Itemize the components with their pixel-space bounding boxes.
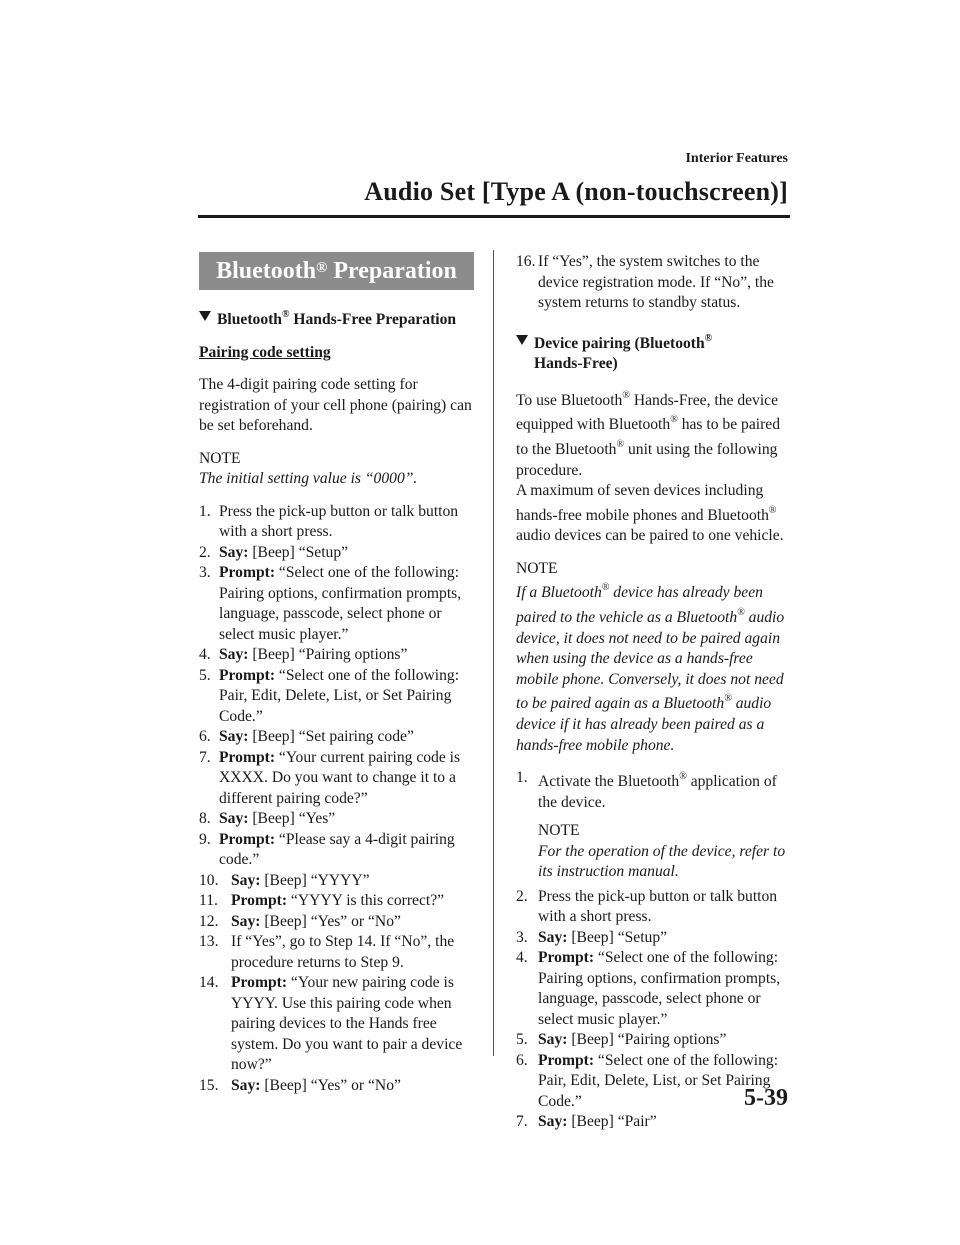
step-text: “Select one of the following: Pair, Edit, Delete, List, or Set Pairing Code.”: [538, 1051, 779, 1110]
intro-paragraph: The 4-digit pairing code setting for registration of your cell phone (pairing) can be set beforehand.: [199, 376, 472, 435]
step-keyword: Say:: [538, 928, 568, 946]
list-item: [199, 871, 474, 892]
step-number: 8.: [199, 810, 211, 828]
list-item: [199, 563, 474, 645]
note-label: NOTE: [538, 822, 580, 840]
left-steps-list: [199, 502, 474, 1097]
list-item: [199, 891, 474, 912]
step-number: 13.: [199, 933, 219, 951]
step-text: [Beep] “Pair”: [567, 1113, 657, 1131]
step-text: “Select one of the following: Pairing options, confirmation prompts, language, passcode, select phone or select music player.”: [219, 564, 462, 643]
step-text: [Beep] “Setup”: [567, 928, 668, 946]
step1-note: [538, 821, 792, 883]
step-number: 4.: [516, 949, 528, 967]
note-text: The initial setting value is “0000”.: [199, 470, 418, 488]
right-column: [516, 252, 792, 1133]
list-item: [199, 912, 474, 933]
step-keyword: Prompt:: [538, 949, 595, 967]
step-number: 2.: [199, 543, 211, 561]
note-label: NOTE: [199, 449, 241, 467]
step-text: “YYYY is this correct?”: [287, 892, 445, 910]
page-title: Audio Set [Type A (non-touchscreen)]: [364, 177, 788, 206]
list-item: [199, 645, 474, 666]
triangle-bullet-icon: [516, 335, 528, 345]
step-number: 7.: [199, 748, 211, 766]
left-column: [199, 252, 474, 1096]
step-text: [Beep] “Pairing options”: [248, 646, 408, 664]
step-text: Press the pick-up button or talk button with a short press.: [219, 502, 459, 541]
step-keyword: Prompt:: [219, 830, 276, 848]
list-item: [516, 1030, 792, 1051]
list-item: [516, 928, 792, 949]
step-number: 11.: [199, 892, 218, 910]
step-keyword: Say:: [231, 1076, 261, 1094]
triangle-bullet-icon: [199, 311, 211, 321]
step-text: “Your current pairing code is XXXX. Do you want to change it to a different pairing code?”: [219, 748, 461, 807]
step-number: 2.: [516, 887, 528, 905]
step-keyword: Say:: [219, 810, 249, 828]
step-text: [Beep] “Yes” or “No”: [260, 912, 401, 930]
list-item: [199, 1076, 474, 1097]
step-keyword: Say:: [219, 646, 249, 664]
step-number: 1.: [199, 502, 211, 520]
step-text: “Please say a 4-digit pairing code.”: [219, 830, 455, 869]
subhead-device-pairing: Device pairing (Bluetooth® Hands-Free): [516, 330, 792, 375]
step-number: 7.: [516, 1113, 528, 1131]
step-text: [Beep] “Yes” or “No”: [260, 1076, 401, 1094]
note-text: For the operation of the device, refer to its instruction manual.: [538, 842, 786, 881]
step-text: If “Yes”, go to Step 14. If “No”, the procedure returns to Step 9.: [231, 933, 455, 971]
step-number: 4.: [199, 646, 211, 664]
minor-head-pairing-code: Pairing code setting: [199, 343, 331, 361]
step-keyword: Prompt:: [231, 974, 288, 992]
step-keyword: Prompt:: [219, 564, 276, 582]
step-keyword: Prompt:: [219, 666, 276, 684]
list-item: [199, 830, 474, 871]
step-keyword: Prompt:: [219, 748, 276, 766]
page-number: 5-39: [744, 1085, 788, 1111]
step-text: “Select one of the following: Pair, Edit, Delete, List, or Set Pairing Code.”: [219, 666, 460, 725]
list-item: [199, 809, 474, 830]
step-keyword: Say:: [231, 871, 261, 889]
step-text: [Beep] “Set pairing code”: [248, 728, 414, 746]
list-item: 1. Activate the Bluetooth® application of the device. NOTE For the operation of the device, refer to its instruction manual.: [516, 768, 792, 883]
right-steps-list: [516, 768, 792, 883]
right-step16-list: [516, 252, 792, 314]
step-number: 3.: [199, 564, 211, 582]
list-item: [199, 727, 474, 748]
note-text: If a Bluetooth® device has already been paired to the vehicle as a Bluetooth® audio device, it does not need to be paired again when using the device as a hands-free mobile phone. Conversely, it does not need to be paired again as a Bluetooth® audio device if it has already been paired as a hands-free mobile phone.: [516, 582, 785, 754]
list-item: 16. If “Yes”, the system switches to the device registration mode. If “No”, the system returns to standby status.: [516, 253, 774, 311]
list-item: [516, 948, 792, 1030]
step-keyword: Prompt:: [538, 1051, 595, 1069]
list-item: [199, 748, 474, 810]
list-item: [199, 932, 474, 973]
step-text: [Beep] “Yes”: [248, 810, 336, 828]
step-keyword: Say:: [231, 912, 261, 930]
step-number: 5.: [199, 666, 211, 684]
list-item: [199, 502, 474, 543]
step-number: 15.: [199, 1076, 219, 1094]
step-text: “Select one of the following: Pairing options, confirmation prompts, language, passcode, select phone or select music player.”: [538, 949, 781, 1028]
step-number: 9.: [199, 830, 211, 848]
step-text: Press the pick-up button or talk button with a short press.: [538, 887, 778, 926]
step-text: [Beep] “YYYY”: [260, 871, 370, 889]
list-item: [199, 973, 474, 1076]
step-number: 10.: [199, 871, 219, 889]
step-keyword: Say:: [538, 1113, 568, 1131]
list-item: [199, 666, 474, 728]
step-keyword: Prompt:: [231, 892, 288, 910]
subhead-hands-free-preparation: Bluetooth® Hands-Free Preparation: [199, 306, 474, 331]
chapter-label: Interior Features: [685, 151, 788, 166]
list-item: [516, 1112, 792, 1133]
step-keyword: Say:: [538, 1031, 568, 1049]
step-number: 12.: [199, 912, 219, 930]
step-keyword: Say:: [219, 728, 249, 746]
step-keyword: Say:: [219, 543, 249, 561]
step-text: “Your new pairing code is YYYY. Use this pairing code when pairing devices to the Hands free system. Do you want to pair a device now?”: [231, 974, 463, 1074]
step-number: 6.: [516, 1051, 528, 1069]
step-number: 14.: [199, 974, 219, 992]
paragraph-max-devices: A maximum of seven devices including hands-free mobile phones and Bluetooth® audio devices can be paired to one vehicle.: [516, 482, 784, 545]
step-number: 5.: [516, 1031, 528, 1049]
paragraph-pairing-intro: To use Bluetooth® Hands-Free, the device equipped with Bluetooth® has to be paired to the Bluetooth® unit using the following procedure.: [516, 389, 780, 479]
step-number: 3.: [516, 928, 528, 946]
section-banner: Bluetooth ® Preparation: [199, 252, 474, 290]
step-text: [Beep] “Setup”: [248, 543, 349, 561]
column-divider: [493, 250, 494, 1056]
note-label: NOTE: [516, 559, 558, 577]
step-text: [Beep] “Pairing options”: [567, 1031, 727, 1049]
list-item: [199, 543, 474, 564]
list-item: [516, 887, 792, 928]
header-rule: [198, 215, 790, 218]
step-number: 6.: [199, 728, 211, 746]
